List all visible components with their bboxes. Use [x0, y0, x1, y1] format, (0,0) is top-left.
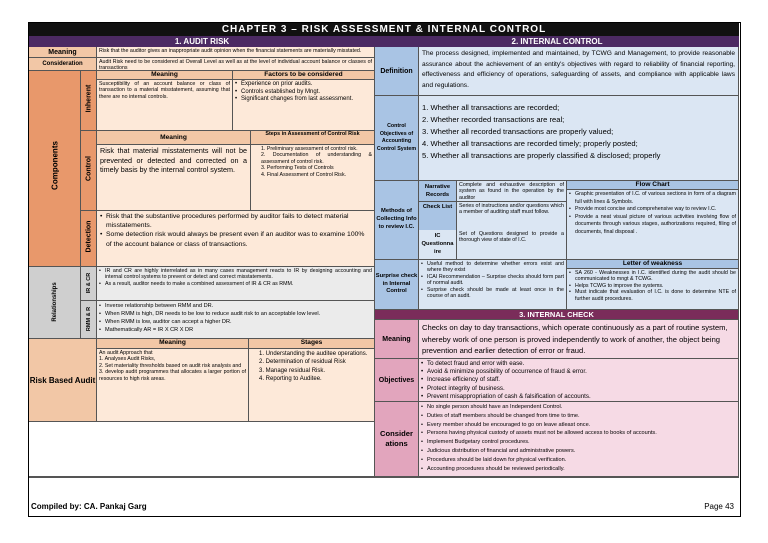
components-label: Components	[50, 141, 60, 190]
rba-label: Risk Based Audit	[29, 339, 97, 422]
control-meaning-head: Meaning	[97, 131, 251, 145]
check-consideration: • No single person should have an Independent Control.	[421, 403, 736, 412]
check-objective: • Avoid & minimize possibility of occurrence of fraud & error.	[421, 368, 736, 376]
ircr-text	[97, 267, 375, 301]
ic-objective: 3. Whether all recorded transactions are properly valued;	[422, 127, 614, 136]
ircr-cell	[81, 267, 97, 301]
check-consideration: • Judicious distribution of financial and administrative powers.	[421, 447, 736, 456]
inherent-meaning-text: Susceptibility of an account balance or class of transaction to a material misstatement, assuming that there are no internal controls.	[97, 80, 233, 131]
rba-stage: 4. Reporting to Auditee.	[259, 376, 322, 383]
control-meaning-text: Risk that material misstatements will not be prevented or detected and corrected on a timely basis by the internal control system.	[97, 145, 251, 211]
rba-meaning-line: 3. develop audit programmes that allocates a larger portion of resources to high risk areas.	[99, 369, 246, 382]
rmmdr-item: • Inverse relationship between RMM and DR.	[99, 302, 372, 310]
check-objectives-label: Objectives	[375, 359, 419, 402]
check-considerations	[419, 402, 739, 477]
footer-spacer	[29, 477, 739, 500]
internal-control-title: 2. INTERNAL CONTROL	[511, 37, 603, 46]
inherent-cell	[81, 71, 97, 131]
check-consideration: • Persons having physical custody of assets must not be allowed access to books of accounts.	[421, 429, 736, 438]
control-step: 4. Final Assessment of Control Risk.	[261, 171, 347, 178]
ic-definition-label: Definition	[375, 47, 419, 96]
rmmdr-item: • Mathematically AR = IR X CR X DR	[99, 326, 372, 334]
control-step: 2. Documentation of understanding & assessment of control risk.	[261, 152, 372, 165]
check-consideration: • Accounting procedures should be reviewed periodically.	[421, 465, 736, 474]
letter-of-weakness-head: Letter of weakness	[567, 260, 739, 269]
detection-text	[97, 211, 375, 267]
rba-stage: 1. Understanding the auditee operations.	[259, 351, 368, 357]
inherent-factor: • Significant changes from last assessment.	[235, 96, 372, 104]
rba-meaning-line: 1. Analyses Audit Risks,	[99, 356, 156, 363]
surprise-check-items	[419, 260, 567, 310]
inherent-factor: • Controls established by Mngt.	[235, 89, 372, 97]
ic-objective: 5. Whether all transactions are properly classified & disclosed; properly	[422, 151, 661, 160]
surprise-check-item: • Surprise check should be made at least once in the course of an audit.	[421, 287, 564, 300]
rba-meaning-head: Meaning	[97, 339, 249, 349]
control-cell	[81, 131, 97, 211]
check-meaning-text: Checks on day to day transactions, which operate continuously as a part of routine system, whereby work of one person is proved independently to work of another, the object being prevention and earlier detection of error or fraud.	[419, 320, 739, 359]
check-consideration: • Every member should be encouraged to go on leave atleast once.	[421, 421, 736, 430]
control-steps-head: Steps in Assessment of Control Risk	[251, 131, 375, 145]
flow-chart-item: • Graphic presentation of I.C. of various sections in form of a diagram full with lines & Symbols.	[569, 191, 736, 206]
check-objective: • To detect fraud and error with ease.	[421, 360, 736, 368]
page-number: Page 43	[704, 502, 734, 511]
flow-chart-head: Flow Chart	[567, 181, 739, 190]
relationships-label: Relationships	[52, 282, 58, 322]
rba-meaning-line: An audit Approach that	[99, 350, 153, 356]
rba-stages-head: Stages	[249, 339, 375, 349]
ic-definition-text: The process designed, implemented and maintained, by TCWG and Management, to provide reasonable assurance about the achievement of an entity's objectives with regard to reliability of financial reporting, effectiveness and efficiency of operations, safeguarding of assets, and compliance with applicable laws and regulations.	[419, 47, 739, 96]
ic-methods-label: Methods of Collecting Info to review I.C.	[375, 181, 419, 260]
components-cell	[29, 71, 81, 267]
relationships-cell	[29, 267, 81, 339]
checklist-label: Check List	[419, 202, 456, 230]
detection-label: Detection	[85, 220, 93, 253]
check-objective: • Protect integrity of business.	[421, 385, 736, 393]
check-meaning-label: Meaning	[375, 320, 419, 359]
ic-objective: 1. Whether all transactions are recorded;	[422, 103, 560, 112]
rba-meaning	[97, 349, 249, 422]
rba-stages	[249, 349, 375, 422]
control-step: 3. Performing Tests of Controls	[261, 165, 334, 172]
ic-objectives	[419, 96, 739, 181]
flow-chart-items	[567, 190, 739, 260]
check-consideration: • Implement Budgetary control procedures.	[421, 438, 736, 447]
check-consideration: • Procedures should be laid down for physical verification.	[421, 456, 736, 465]
rmmdr-item: • When RMM is low, auditor can accept a higher DR.	[99, 318, 372, 326]
meaning-text: Risk that the auditor gives an inappropriate audit opinion when the financial statements are materially misstated.	[97, 47, 375, 58]
detection-cell	[81, 211, 97, 267]
control-step: 1. Preliminary assessment of control risk.	[261, 146, 358, 152]
ic-objective: 4. Whether all transactions are recorded timely; properly posted;	[422, 139, 638, 148]
surprise-check-label: Surprise check in Internal Control	[375, 260, 419, 310]
control-label: Control	[85, 156, 93, 181]
meaning-label: Meaning	[29, 47, 97, 58]
compiled-by: Compiled by: CA. Pankaj Garg	[31, 502, 147, 511]
flow-chart-item: • Provide a neat visual picture of various activities involving flow of documents through various stages, authorizations required, filing of documents, final disposal .	[569, 214, 736, 237]
check-consideration: • Duties of staff members should be changed from time to time.	[421, 412, 736, 421]
chapter-title: CHAPTER 3 – RISK ASSESSMENT & INTERNAL CONTROL	[29, 23, 739, 36]
letter-of-weakness-item: • Must indicate that evaluation of I.C. is done to determine NTE of further audit procedures.	[569, 289, 736, 302]
rmmdr-cell	[81, 301, 97, 339]
ircr-item: • As a result, auditor needs to make a combined assessment of IR & CR as RMM.	[99, 281, 372, 287]
section-band	[29, 36, 739, 47]
detection-item: • Some detection risk would always be present even if an auditor was to examine 100% of the account balance or class of transactions.	[100, 230, 371, 248]
inherent-factors-head: Factors to be considered	[233, 71, 375, 80]
inherent-factors	[233, 80, 375, 131]
surprise-check-item: • Useful method to determine whether errors exist and where they exist	[421, 261, 564, 274]
rmmdr-label: RMM & R	[86, 306, 92, 332]
check-objectives	[419, 359, 739, 402]
internal-check-title: 3. INTERNAL CHECK	[375, 310, 739, 320]
consideration-text: Audit Risk need to be considered at Overall Level as well as at the level of individual account balance or classes of transactions	[97, 58, 375, 71]
left-blank-area	[29, 422, 375, 477]
ic-objective: 2. Whether recorded transactions are real;	[422, 115, 565, 124]
rba-meaning-line: 2. Set materiality thresholds based on audit risk analysis and	[99, 362, 242, 369]
consideration-label: Consideration	[29, 58, 97, 71]
letter-of-weakness-item: • SA 260 - Weaknesses in I.C. identified during the audit should be communicated to mngt & TCWG.	[569, 270, 736, 283]
narrative-records-text: Complete and exhaustive description of system as found in the operation by the auditor	[457, 181, 567, 202]
chart-sheet	[28, 22, 741, 517]
ic-questionnaire-text: Set of Questions designed to provide a thorough view of state of I.C.	[459, 231, 564, 244]
letter-of-weakness-item: • Helps TCWG to improve the systems.	[569, 283, 736, 289]
checklist-questionnaire-texts	[457, 202, 567, 260]
flow-chart-item: • Provide most concise and comprehensive way to review I.C.	[569, 206, 736, 214]
ircr-label: IR & CR	[86, 272, 92, 294]
rba-stage: 3. Manage residual Risk.	[259, 367, 326, 374]
ic-questionnaire-label: IC Questionna ire	[421, 233, 454, 255]
rba-stage: 2. Determination of residual Risk	[259, 359, 346, 366]
inherent-meaning-head: Meaning	[97, 71, 233, 80]
control-steps	[251, 145, 375, 211]
checklist-text: Series of instructions and/or questions which a member of auditing staff must follow.	[459, 203, 564, 216]
narrative-records-label: Narrative Records	[419, 181, 457, 202]
check-considerations-label: Consider ations	[375, 402, 419, 477]
ic-objectives-label: Control Objectives of Accounting Control System	[375, 96, 419, 181]
check-objective: • Increase efficiency of staff.	[421, 376, 736, 384]
check-objective: • Prevent misappropriation of cash & falsification of accounts.	[421, 393, 736, 401]
rmmdr-text	[97, 301, 375, 339]
checklist-questionnaire-labels	[419, 202, 457, 260]
rmmdr-item: • When RMM is high, DR needs to be low to reduce audit risk to an acceptable low level.	[99, 310, 372, 318]
footer	[31, 498, 738, 516]
ircr-item: • IR and CR are highly interrelated as in many cases management reacts to IR by designing accounting and internal control systems to prevent or detect and correct misstatements.	[99, 268, 372, 281]
audit-risk-title: 1. AUDIT RISK	[174, 37, 230, 46]
letter-of-weakness-items	[567, 269, 739, 310]
detection-item: • Risk that the substantive procedures performed by auditor fails to detect material misstatements.	[100, 212, 371, 230]
inherent-label: Inherent	[85, 84, 93, 113]
surprise-check-item: • ICAI Recommendation – Surprise checks should form part of normal audit.	[421, 274, 564, 287]
inherent-factor: • Experience on prior audits.	[235, 81, 372, 89]
